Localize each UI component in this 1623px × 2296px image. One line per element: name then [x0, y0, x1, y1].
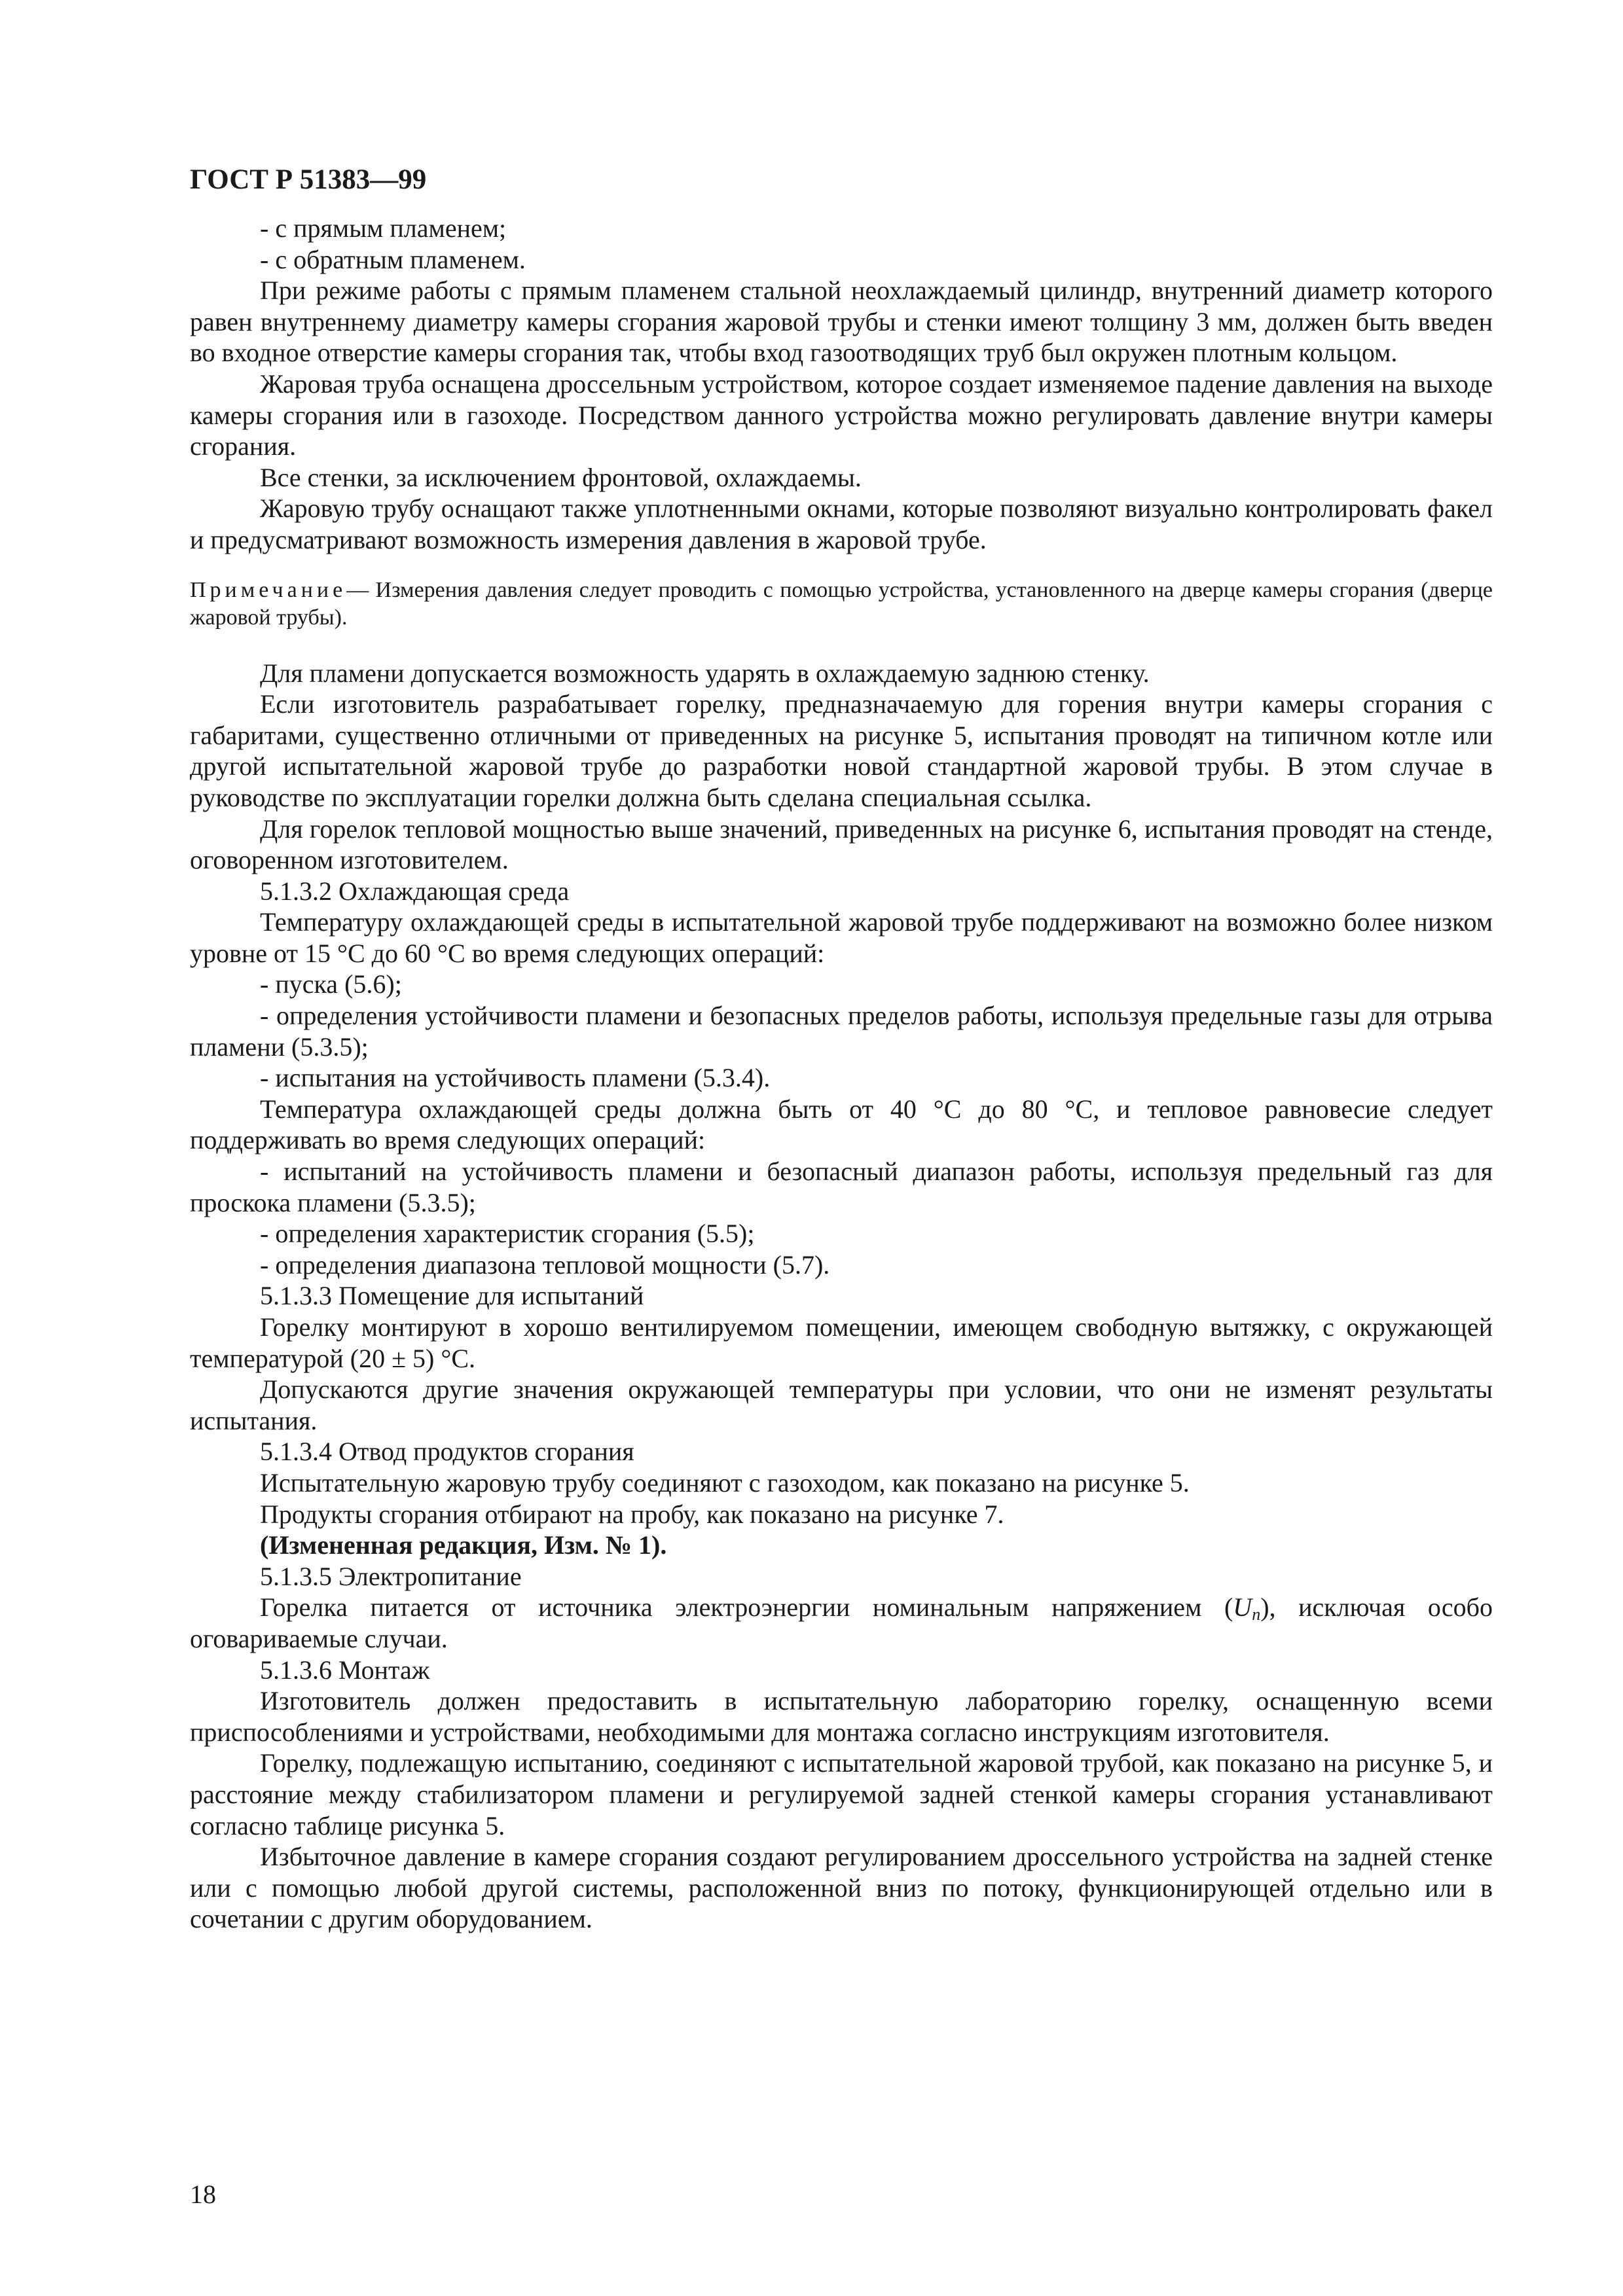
paragraph: Изготовитель должен предоставить в испытательную лабораторию горелку, оснащенную всеми приспособлениями и устройствами, необходимыми для монтажа согласно инструкциям изготовителя.	[190, 1686, 1493, 1747]
paragraph: Если изготовитель разрабатывает горелку, предназначаемую для горения внутри камеры сгорания с габаритами, существенно отличными от приведенных на рисунке 5, испытания проводят на типичном котле или другой испытательной жаровой трубе до разработки новой стандартной жаровой трубы. В этом случае в руководстве по эксплуатации горелки должна быть сделана специальная ссылка.	[190, 689, 1493, 812]
paragraph: Допускаются другие значения окружающей температуры при условии, что они не изменят результаты испытания.	[190, 1374, 1493, 1435]
paragraph: Все стенки, за исключением фронтовой, охлаждаемы.	[260, 462, 862, 492]
paragraph: При режиме работы с прямым пламенем стальной неохлаждаемый цилиндр, внутренний диаметр которого равен внутреннему диаметру камеры сгорания жаровой трубы и стенки имеют толщину 3 мм, должен быть введен во входное отверстие камеры сгорания так, чтобы вход газоотводящих труб был окружен плотным кольцом.	[190, 276, 1493, 368]
note-label: Примечание	[190, 577, 347, 602]
voltage-subscript: n	[1252, 1605, 1261, 1624]
section-heading: 5.1.3.4 Отвод продуктов сгорания	[260, 1437, 634, 1467]
paragraph: Жаровую трубу оснащают также уплотненными окнами, которые позволяют визуально контролировать факел и предусматривают возможность измерения давления в жаровой трубе.	[190, 493, 1493, 554]
paragraph: Избыточное давление в камере сгорания создают регулированием дроссельного устройства на задней стенке или с помощью любой другой системы, расположенной вниз по потоку, функционирующей отдельно или в сочетании с другим оборудованием.	[190, 1842, 1493, 1934]
paragraph: Для горелок тепловой мощностью выше значений, приведенных на рисунке 6, испытания проводят на стенде, оговоренном изготовителем.	[190, 814, 1493, 875]
section-heading: 5.1.3.6 Монтаж	[260, 1655, 430, 1685]
document-page	[190, 164, 1493, 2251]
list-item: - испытаний на устойчивость пламени и безопасный диапазон работы, используя предельный газ для проскока пламени (5.3.5);	[190, 1157, 1493, 1217]
voltage-symbol: U	[1233, 1592, 1252, 1623]
paragraph: Продукты сгорания отбирают на пробу, как показано на рисунке 7.	[260, 1499, 1004, 1529]
paragraph: Горелку монтируют в хорошо вентилируемом помещении, имеющем свободную вытяжку, с окружающей температурой (20 ± 5) °С.	[190, 1312, 1493, 1373]
list-item: - с обратным пламенем.	[260, 244, 526, 274]
section-heading: 5.1.3.5 Электропитание	[260, 1561, 522, 1591]
note-text: — Измерения давления следует проводить с помощью устройства, установленного на дверце камеры сгорания (дверце жаровой трубы).	[190, 577, 1493, 630]
list-item: - определения характеристик сгорания (5.5);	[260, 1219, 755, 1249]
list-item: - пуска (5.6);	[260, 969, 402, 999]
page-number: 18	[190, 2179, 216, 2209]
paragraph-text: ), исключая особо оговариваемые случаи.	[190, 1592, 1493, 1653]
amendment-note: (Измененная редакция, Изм. № 1).	[260, 1530, 667, 1560]
paragraph	[190, 1592, 1493, 1654]
paragraph: Горелку, подлежащую испытанию, соединяют с испытательной жаровой трубой, как показано на рисунке 5, и расстояние между стабилизатором пламени и регулируемой задней стенкой камеры сгорания устанавливают согласно таблице рисунка 5.	[190, 1748, 1493, 1840]
note	[190, 577, 1493, 632]
list-item: - определения устойчивости пламени и безопасных пределов работы, используя предельные газы для отрыва пламени (5.3.5);	[190, 1001, 1493, 1062]
document-header: ГОСТ Р 51383—99	[190, 164, 427, 195]
paragraph: Температуру охлаждающей среды в испытательной жаровой трубе поддерживают на возможно более низком уровне от 15 °С до 60 °С во время следующих операций:	[190, 907, 1493, 968]
paragraph: Жаровая труба оснащена дроссельным устройством, которое создает изменяемое падение давления на выходе камеры сгорания или в газоходе. Посредством данного устройства можно регулировать давление внутри камеры сгорания.	[190, 368, 1493, 461]
section-heading: 5.1.3.2 Охлаждающая среда	[260, 876, 570, 906]
list-item: - с прямым пламенем;	[260, 213, 507, 243]
list-item: - испытания на устойчивость пламени (5.3.4).	[260, 1063, 771, 1093]
paragraph: Испытательную жаровую трубу соединяют с газоходом, как показано на рисунке 5.	[260, 1467, 1190, 1498]
paragraph: Температура охлаждающей среды должна быть от 40 °С до 80 °С, и тепловое равновесие следует поддерживать во время следующих операций:	[190, 1094, 1493, 1155]
section-heading: 5.1.3.3 Помещение для испытаний	[260, 1281, 644, 1311]
paragraph-text: Горелка питается от источника электроэнергии номинальным напряжением (	[260, 1592, 1233, 1623]
list-item: - определения диапазона тепловой мощности (5.7).	[260, 1249, 830, 1280]
paragraph: Для пламени допускается возможность ударять в охлаждаемую заднюю стенку.	[260, 658, 1150, 688]
